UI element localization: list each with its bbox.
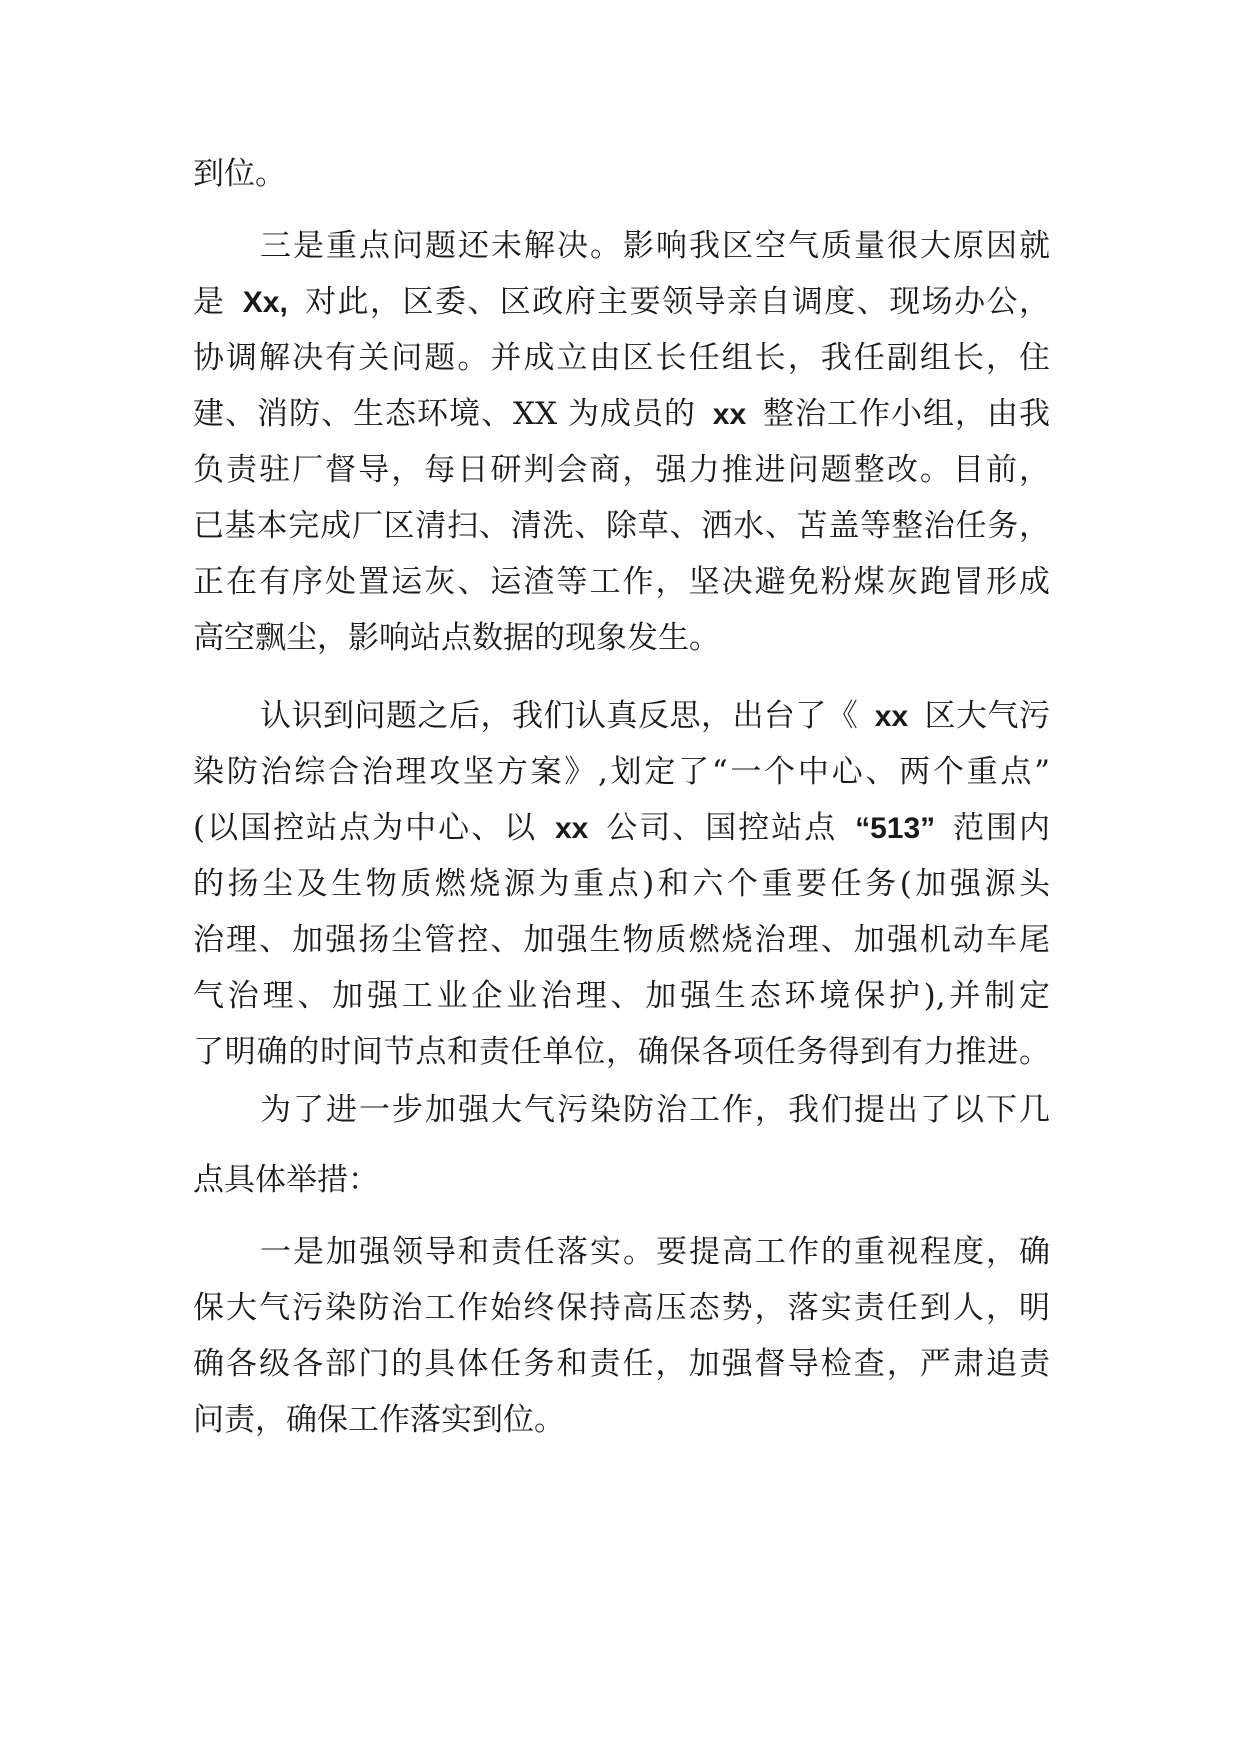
text-line: 建、消防、生态环境、XX 为成员的 xx 整治工作小组，由我 <box>193 396 1051 432</box>
bold-term: xx <box>712 398 747 431</box>
text-line: 问责，确保工作落实到位。 <box>193 1402 565 1438</box>
bold-term: xx <box>874 700 909 733</box>
text-line: 到位。 <box>193 156 286 192</box>
text-line: 确各级各部门的具体任务和责任，加强督导检查，严肃追责 <box>193 1346 1050 1382</box>
text-line: 负责驻厂督导，每日研判会商，强力推进问题整改。目前， <box>193 452 1050 488</box>
paragraph-start-line: 为了进一步加强大气污染防治工作，我们提出了以下几 <box>260 1092 1050 1128</box>
text-line: 是 Xx, 对此，区委、区政府主要领导亲自调度、现场办公， <box>193 284 1051 320</box>
text-line: 高空飘尘，影响站点数据的现象发生。 <box>193 620 720 656</box>
text-line: 协调解决有关问题。并成立由区长任组长，我任副组长，住 <box>193 340 1050 376</box>
text-line: 了明确的时间节点和责任单位，确保各项任务得到有力推进。 <box>193 1034 1050 1070</box>
text-line: 正在有序处置运灰、运渣等工作，坚决避免粉煤灰跑冒形成 <box>193 564 1050 600</box>
text-line: 保大气污染防治工作始终保持高压态势，落实责任到人，明 <box>193 1290 1050 1326</box>
text-line: 染防治综合治理攻坚方案》,划定了“一个中心、两个重点” <box>193 754 1050 790</box>
text-line: 气治理、加强工业企业治理、加强生态环境保护),并制定 <box>193 978 1050 1014</box>
bold-term: Xx, <box>242 286 288 319</box>
paragraph-start-line: 一是加强领导和责任落实。要提高工作的重视程度，确 <box>260 1234 1050 1270</box>
text-line: 的扬尘及生物质燃烧源为重点)和六个重要任务(加强源头 <box>193 866 1050 902</box>
bold-term: “513” <box>855 812 936 845</box>
paragraph-start-line: 三是重点问题还未解决。影响我区空气质量很大原因就 <box>260 228 1050 264</box>
bold-term: xx <box>554 812 589 845</box>
text-line: 已基本完成厂区清扫、清洗、除草、洒水、苫盖等整治任务， <box>193 508 1050 544</box>
paragraph-start-line: 认识到问题之后，我们认真反思，出台了《 xx 区大气污 <box>260 698 1051 734</box>
text-line: 治理、加强扬尘管控、加强生物质燃烧治理、加强机动车尾 <box>193 922 1050 958</box>
text-line: 点具体举措： <box>193 1162 379 1198</box>
text-line: (以国控站点为中心、以 xx 公司、国控站点 “513” 范围内 <box>193 810 1051 846</box>
